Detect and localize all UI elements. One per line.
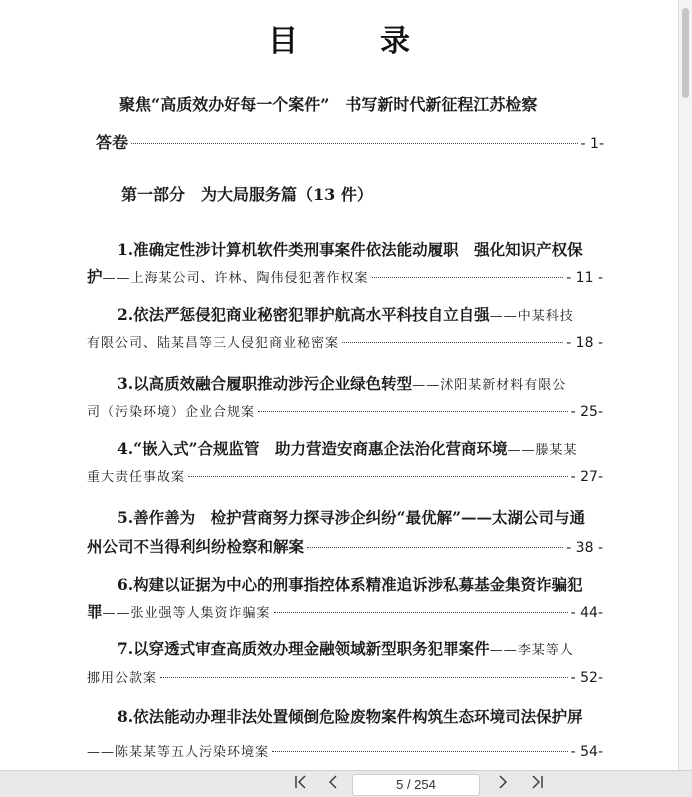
toc-entry-8-line-2: [87, 741, 603, 760]
dot-leader: [342, 342, 563, 343]
dot-leader: [258, 411, 568, 412]
toc-entry-text: 3.以高质效融合履职推动涉污企业绿色转型: [117, 374, 413, 393]
toc-entry-2-line-2: [87, 332, 603, 351]
dot-leader: [307, 547, 563, 548]
page-number: - 18 -: [566, 335, 603, 351]
page-number: - 38 -: [566, 540, 603, 556]
toc-entry-3-title: [117, 372, 566, 394]
page-number: - 25-: [570, 404, 603, 420]
next-page-icon: [496, 775, 510, 789]
page-number: - 1-: [580, 136, 604, 152]
next-page-button[interactable]: [492, 773, 514, 795]
toc-entry-1-title: 1.准确定性涉计算机软件类刑事案件依法能动履职 强化知识产权保: [117, 240, 583, 259]
toc-entry-case: 司（污染环境）企业合规案: [87, 405, 256, 420]
toc-entry-7-title: [117, 637, 574, 659]
toc-entry-case: ——张业强等人集资诈骗案: [102, 606, 271, 621]
prev-page-icon: [326, 775, 340, 789]
toc-entry-case: ——中某科技: [489, 309, 574, 324]
dot-leader: [188, 476, 568, 477]
last-page-button[interactable]: [526, 773, 548, 795]
page-number: - 44-: [570, 605, 603, 621]
toc-entry-6-line-2: [87, 600, 603, 622]
dot-leader: [372, 277, 564, 278]
page-number: - 52-: [570, 670, 603, 686]
toc-entry-case: 重大责任事故案: [87, 470, 186, 485]
toc-entry-7-line-2: [87, 667, 603, 686]
page-number: - 27-: [570, 469, 603, 485]
page-number: - 54-: [570, 744, 603, 760]
toc-entry-case: ——上海某公司、许林、陶伟侵犯著作权案: [102, 271, 369, 286]
toc-entry-2-title: [117, 303, 574, 325]
toc-entry-case: ——滕某某: [507, 443, 578, 458]
intro-line-2-text: 答卷: [96, 133, 129, 152]
toc-entry-case: ——李某等人: [489, 643, 574, 658]
page-indicator[interactable]: 5 / 254: [352, 774, 480, 796]
toc-title: 目 录: [268, 24, 436, 59]
toc-entry-5-title: 5.善作善为 检护营商努力探寻涉企纠纷“最优解”——太湖公司与通: [117, 508, 586, 527]
toc-entry-text: 2.依法严惩侵犯商业秘密犯罪护航高水平科技自立自强: [117, 305, 490, 324]
prev-page-button[interactable]: [322, 773, 344, 795]
toc-entry-case: ——陈某某等五人污染环境案: [87, 745, 270, 760]
dot-leader: [160, 677, 568, 678]
intro-line-1: 聚焦“高质效办好每一个案件” 书写新时代新征程江苏检察: [119, 95, 538, 114]
dot-leader: [131, 143, 578, 144]
intro-line-2: [96, 130, 604, 153]
toc-entry-case: 有限公司、陆某昌等三人侵犯商业秘密案: [87, 336, 340, 351]
toc-entry-text: 州公司不当得利纠纷检察和解案: [87, 537, 305, 556]
toc-entry-text: 护: [87, 267, 103, 286]
toc-entry-text: 4.“嵌入式”合规监管 助力营造安商惠企法治化营商环境: [117, 439, 508, 458]
page-number: - 11 -: [566, 270, 603, 286]
first-page-icon: [294, 775, 308, 789]
scrollbar-thumb[interactable]: [682, 8, 689, 98]
page-navigation-bar: [0, 770, 692, 797]
section-heading: 第一部分 为大局服务篇（13 件）: [121, 185, 373, 204]
toc-entry-case: 挪用公款案: [87, 671, 158, 686]
first-page-button[interactable]: [290, 773, 312, 795]
toc-entry-text: 罪: [87, 602, 103, 621]
toc-entry-8-title: 8.依法能动办理非法处置倾倒危险废物案件构筑生态环境司法保护屏: [117, 707, 583, 726]
toc-entry-case: ——沭阳某新材料有限公: [412, 378, 567, 393]
dot-leader: [272, 751, 568, 752]
toc-entry-text: 7.以穿透式审查高质效办理金融领域新型职务犯罪案件: [117, 639, 490, 658]
vertical-scrollbar[interactable]: [678, 0, 692, 770]
toc-entry-4-title: [117, 437, 578, 459]
toc-entry-3-line-2: [87, 401, 603, 420]
toc-entry-5-line-2: [87, 535, 603, 557]
toc-entry-4-line-2: [87, 466, 603, 485]
toc-entry-6-title: 6.构建以证据为中心的刑事指控体系精准追诉涉私募基金集资诈骗犯: [117, 575, 583, 594]
last-page-icon: [530, 775, 544, 789]
dot-leader: [274, 612, 568, 613]
toc-entry-1-line-2: [87, 265, 603, 287]
